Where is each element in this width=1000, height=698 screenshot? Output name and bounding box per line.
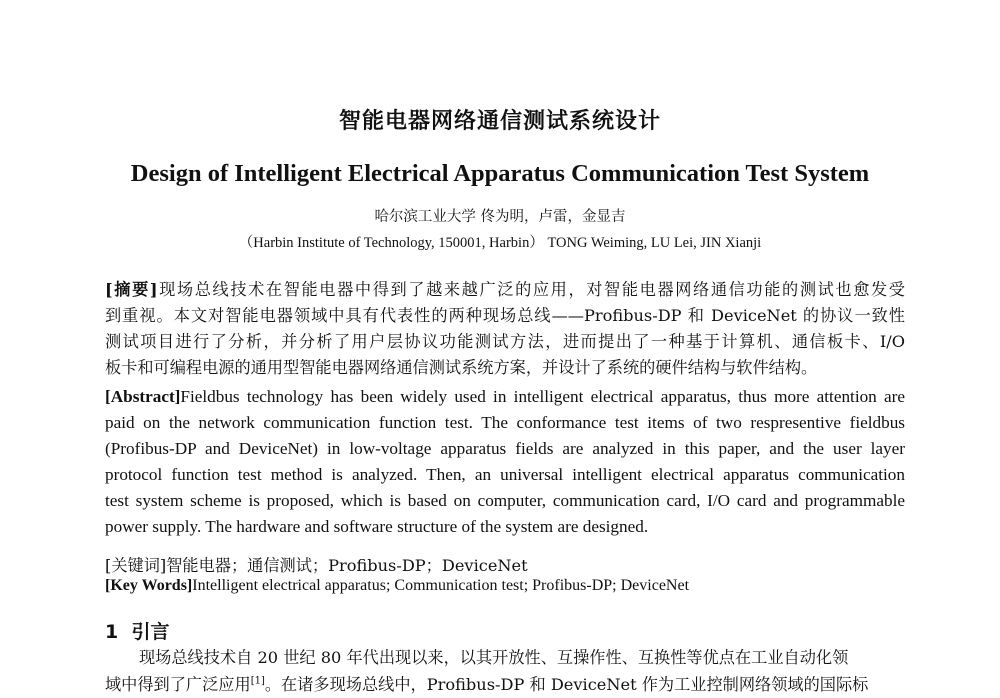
- abstract-en-line: (Profibus-DP and DeviceNet) in low-voltage apparatus fields are analyzed in this paper, and the user layer: [105, 439, 905, 458]
- keywords-cn-text: 智能电器；通信测试；Profibus-DP；DeviceNet: [166, 556, 528, 575]
- abstract-cn-line: 到重视。本文对智能电器领域中具有代表性的两种现场总线——Profibus-DP 和 DeviceNet 的协议一致性: [105, 306, 905, 325]
- abstract-en-line: [Abstract]Fieldbus technology has been widely used in intelligent electrical apparatus, thus more attention are: [105, 387, 905, 406]
- section-heading: [105, 617, 169, 644]
- abstract-chinese: [105, 276, 905, 380]
- keywords-english: [105, 577, 689, 595]
- citation-ref: [1]: [250, 675, 265, 687]
- authors-chinese: 哈尔滨工业大学 佟为明，卢雷，金显吉: [374, 209, 626, 225]
- keywords-cn-label: [关键词]: [105, 556, 167, 575]
- abstract-cn-line: 测试项目进行了分析，并分析了用户层协议功能测试方法，进而提出了一种基于计算机、通信板卡、I/O: [105, 332, 905, 351]
- abstract-en-line: power supply. The hardware and software structure of the system are designed.: [105, 517, 649, 536]
- abstract-cn-line: [摘要]现场总线技术在智能电器中得到了越来越广泛的应用，对智能电器网络通信功能的测试也愈发受: [105, 280, 905, 299]
- body-line: 域中得到了广泛应用[1]。在诸多现场总线中，Profibus-DP 和 DeviceNet 作为工业控制网络领域的国际标: [105, 675, 869, 694]
- abstract-en-line: protocol function test method is analyzed. Then, an universal intelligent electrical apparatus communication: [105, 465, 905, 484]
- section-title: 引言: [131, 621, 170, 643]
- section-number: 1: [105, 621, 119, 643]
- keywords-chinese: [105, 552, 528, 576]
- section-body: [105, 644, 907, 698]
- abstract-english: [105, 387, 905, 543]
- abstract-en-label: [Abstract]: [105, 387, 181, 406]
- affiliation-english: （Harbin Institute of Technology, 150001, Harbin） TONG Weiming, LU Lei, JIN Xianji: [238, 235, 762, 251]
- keywords-en-text: Intelligent electrical apparatus; Communication test; Profibus-DP; DeviceNet: [192, 577, 690, 594]
- body-line: 现场总线技术自 20 世纪 80 年代出现以来，以其开放性、互操作性、互换性等优点在工业自动化领: [139, 648, 849, 667]
- keywords-en-label: [Key Words]: [105, 577, 193, 594]
- title-english: Design of Intelligent Electrical Apparatus Communication Test System: [130, 160, 870, 187]
- title-chinese: 智能电器网络通信测试系统设计: [338, 109, 661, 134]
- abstract-en-line: test system scheme is proposed, which is based on computer, communication card, I/O card and programmable: [105, 491, 905, 510]
- abstract-cn-label: [摘要]: [105, 280, 158, 299]
- abstract-en-line: paid on the network communication function test. The conformance test items of two respresentive fieldbus: [105, 413, 905, 432]
- abstract-cn-line: 板卡和可编程电源的通用型智能电器网络通信测试系统方案，并设计了系统的硬件结构与软件结构。: [105, 358, 818, 377]
